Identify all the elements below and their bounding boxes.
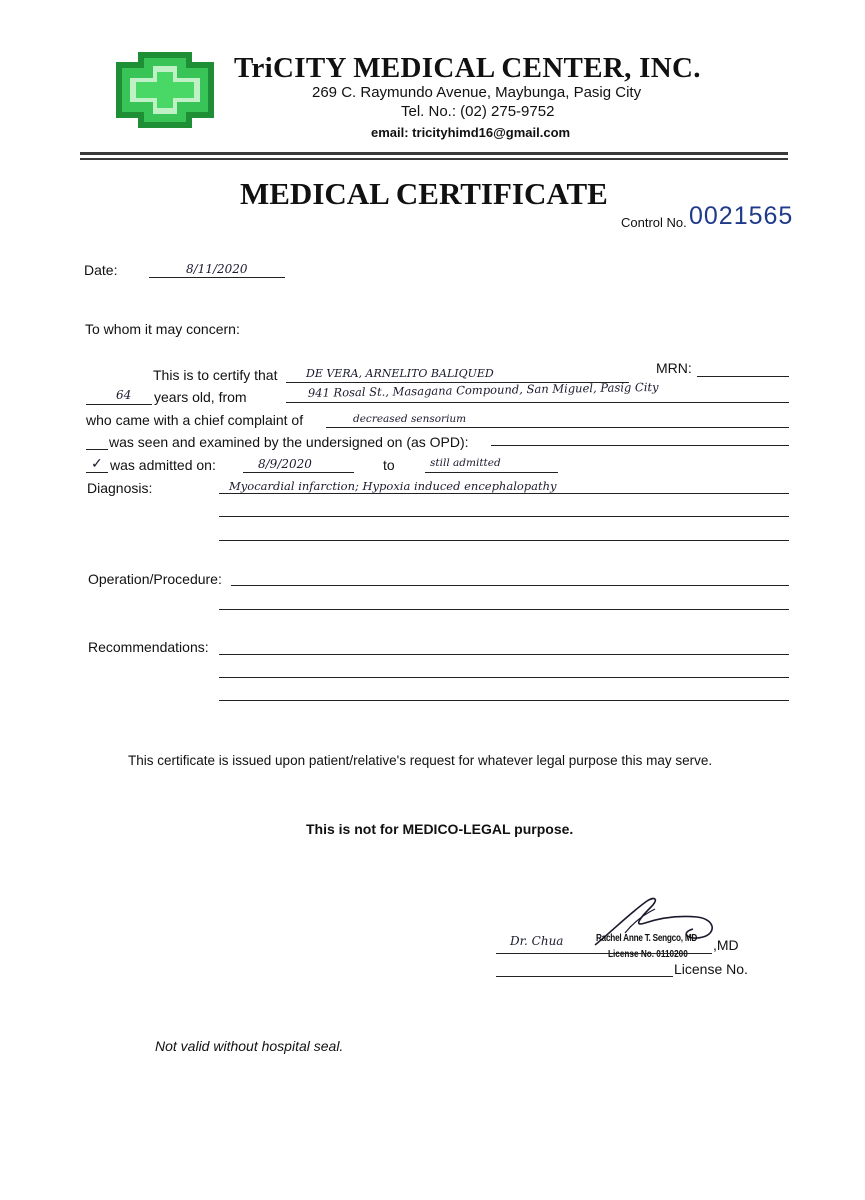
admitted-checkmark: ✓ [91, 456, 103, 472]
opd-check-line [86, 449, 108, 450]
address-line [286, 402, 789, 403]
age-label: years old, from [154, 389, 247, 405]
opd-label: was seen and examined by the undersigned on (as OPD): [109, 434, 469, 450]
document-title: MEDICAL CERTIFICATE [240, 176, 608, 211]
admitted-to-value: still admitted [430, 457, 501, 469]
issuance-statement: This certificate is issued upon patient/relative's request for whatever legal purpose this may serve. [128, 753, 713, 768]
date-label: Date: [84, 262, 118, 278]
date-line [149, 277, 285, 278]
hospital-email: email: tricityhimd16@gmail.com [371, 125, 571, 140]
certify-label: This is to certify that [153, 367, 278, 383]
salutation: To whom it may concern: [85, 321, 240, 337]
recommendations-label: Recommendations: [88, 639, 209, 655]
age-line [86, 404, 152, 405]
control-number-label: Control No. [621, 215, 687, 230]
diagnosis-line-3 [219, 540, 789, 541]
diagnosis-value: Myocardial infarction; Hypoxia induced encephalopathy [229, 479, 557, 493]
admitted-on-line [243, 472, 354, 473]
mrn-label: MRN: [656, 360, 692, 376]
admitted-label: was admitted on: [110, 457, 216, 473]
physician-stamp-name: Rachel Anne T. Sengco, MD [596, 933, 698, 944]
not-valid-notice: Not valid without hospital seal. [155, 1038, 344, 1054]
operation-label: Operation/Procedure: [88, 571, 222, 587]
date-value: 8/11/2020 [186, 262, 248, 276]
recommendations-line-2 [219, 677, 789, 678]
header-rule-bottom [80, 158, 788, 160]
diagnosis-line-2 [219, 516, 789, 517]
operation-line-2 [219, 609, 789, 610]
patient-name-value: DE VERA, ARNELITO BALIQUED [306, 367, 494, 380]
control-number-value: 0021565 [689, 202, 794, 230]
hospital-logo [116, 52, 214, 128]
diagnosis-label: Diagnosis: [87, 480, 153, 496]
license-label: License No. [674, 961, 748, 977]
admit-check-line [86, 472, 108, 473]
physician-stamp-license: License No. 0110200 [608, 949, 688, 960]
physician-handwritten-name: Dr. Chua [510, 934, 564, 948]
md-suffix: ,MD [713, 937, 739, 953]
physician-signature-line [496, 953, 712, 954]
signature-scribble [585, 893, 725, 953]
header-rule-top [80, 152, 788, 155]
address-value: 941 Rosal St., Masagana Compound, San Miguel, Pasig City [307, 379, 659, 400]
recommendations-line-3 [219, 700, 789, 701]
complaint-line [326, 427, 789, 428]
not-medico-legal-statement: This is not for MEDICO-LEGAL purpose. [306, 821, 574, 837]
diagnosis-line-1 [219, 493, 789, 494]
hospital-address: 269 C. Raymundo Avenue, Maybunga, Pasig City [312, 84, 642, 101]
age-value: 64 [116, 388, 132, 402]
recommendations-line-1 [219, 654, 789, 655]
opd-line [491, 445, 789, 446]
complaint-value: decreased sensorium [353, 413, 467, 425]
admitted-on-value: 8/9/2020 [258, 457, 312, 471]
operation-line-1 [231, 585, 789, 586]
admitted-to-label: to [383, 457, 395, 473]
complaint-label: who came with a chief complaint of [86, 412, 304, 428]
mrn-line [697, 376, 789, 377]
hospital-name: TriCITY MEDICAL CENTER, INC. [234, 52, 701, 84]
admitted-to-line [425, 472, 558, 473]
license-line [496, 976, 673, 977]
hospital-telephone: Tel. No.: (02) 275-9752 [401, 103, 555, 120]
